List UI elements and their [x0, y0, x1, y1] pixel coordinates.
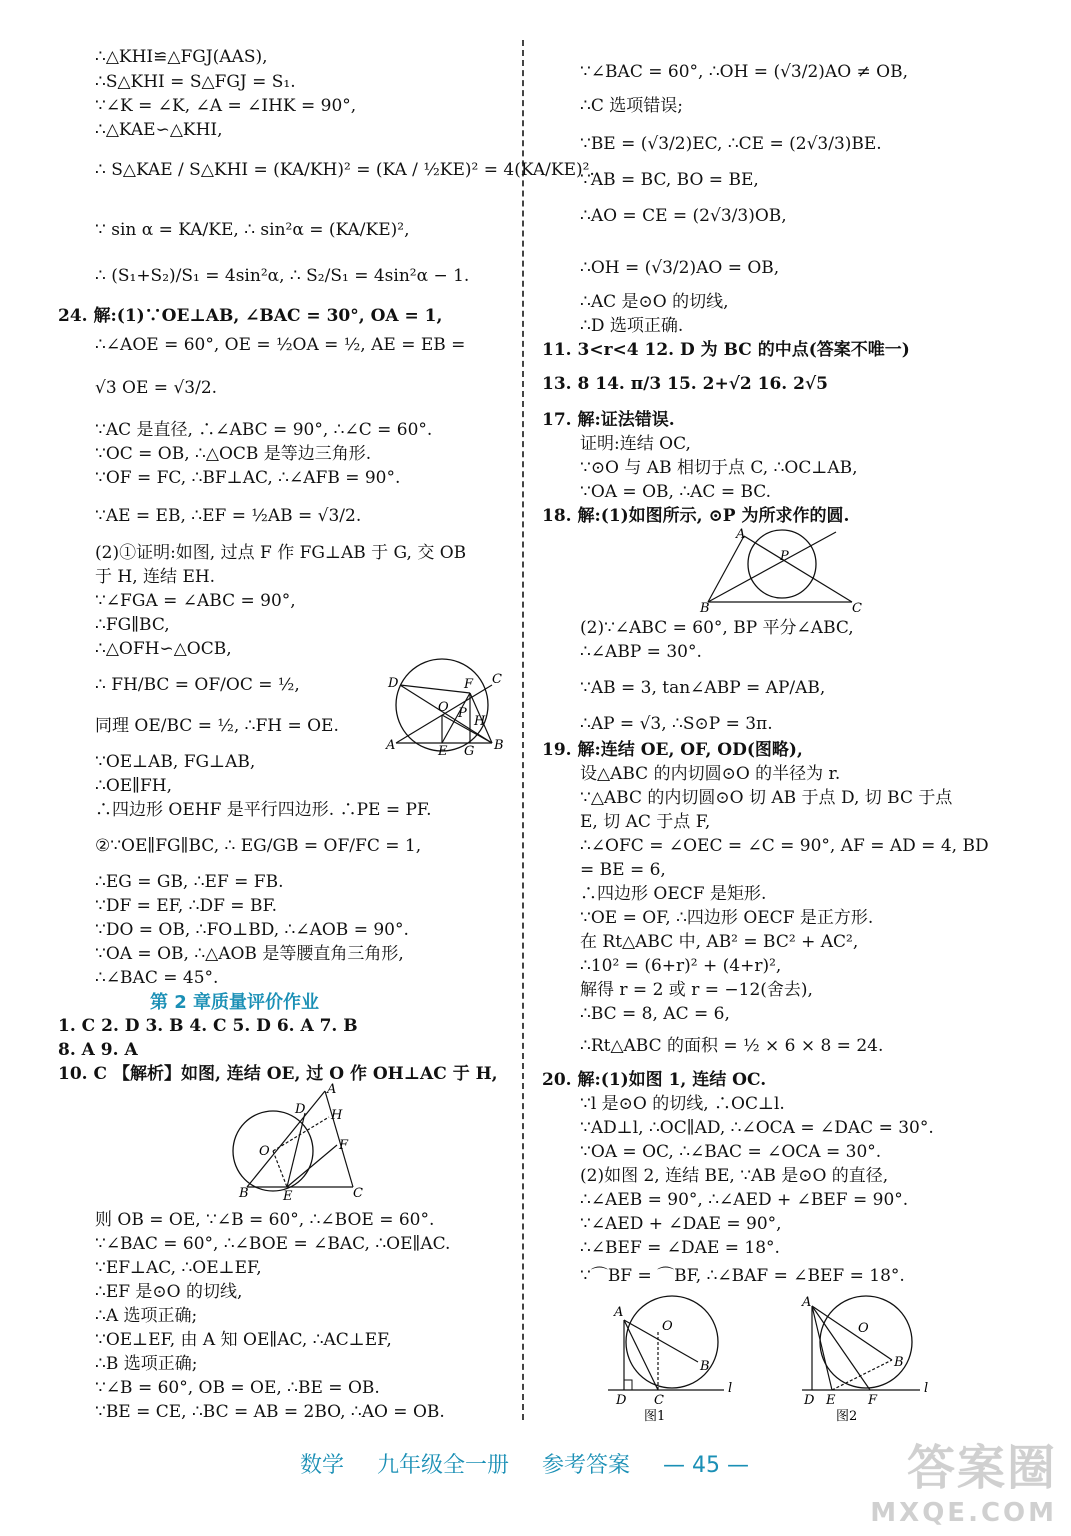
page-footer [300, 1448, 775, 1479]
text-line: ∴BC = 8, AC = 6, [580, 1004, 730, 1024]
svg-text:H: H [331, 1108, 343, 1123]
text-line: ∴∠BEF = ∠DAE = 18°. [580, 1238, 780, 1258]
text-line: E, 切 AC 于点 F, [580, 812, 711, 832]
text-line: 解得 r = 2 或 r = −12(舍去), [580, 980, 813, 1000]
text-line: ∴EF 是⊙O 的切线, [95, 1282, 243, 1302]
svg-text:A: A [327, 1083, 337, 1097]
watermark-url: MXQE.COM [870, 1498, 1057, 1528]
text-line: (2)∵∠ABC = 60°, BP 平分∠ABC, [580, 618, 854, 638]
text-line: ∵OA = OC, ∴∠BAC = ∠OCA = 30°. [580, 1142, 882, 1162]
svg-text:F: F [464, 677, 474, 692]
text-line: ∴FG∥BC, [95, 615, 170, 635]
text-line: ∴∠OFC = ∠OEC = ∠C = 90°, AF = AD = 4, BD [580, 836, 989, 856]
svg-text:D: D [616, 1393, 627, 1408]
svg-text:B: B [700, 601, 710, 614]
text-line: ∵OA = OB, ∴△AOB 是等腰直角三角形, [95, 944, 404, 964]
text-line: ∵∠BAC = 60°, ∴∠BOE = ∠BAC, ∴OE∥AC. [95, 1234, 451, 1254]
text-line: 则 OB = OE, ∵∠B = 60°, ∴∠BOE = 60°. [95, 1210, 435, 1230]
text-line: ∴ (S₁+S₂)/S₁ = 4sin²α, ∴ S₂/S₁ = 4sin²α − 1. [95, 266, 470, 286]
svg-text:B: B [494, 738, 504, 753]
text-line: ∵AC 是直径, ∴∠ABC = 90°, ∴∠C = 60°. [95, 420, 433, 440]
svg-text:E: E [283, 1189, 293, 1201]
problem-19: 19. 解:连结 OE, OF, OD(图略), [542, 740, 803, 760]
text-line: ∵OA = OB, ∴AC = BC. [580, 482, 772, 502]
svg-text:P: P [780, 549, 789, 564]
svg-text:E: E [438, 744, 448, 755]
text-line: ∵BE = (√3/2)EC, ∴CE = (2√3/3)BE. [580, 134, 882, 154]
svg-text:l: l [728, 1381, 733, 1396]
text-line: ∴A 选项正确; [95, 1306, 198, 1326]
svg-text:G: G [464, 744, 475, 755]
text-line: ∵∠B = 60°, OB = OE, ∴BE = OB. [95, 1378, 380, 1398]
svg-text:O: O [858, 1321, 869, 1336]
text-line: ∵AB = BC, BO = BE, [580, 170, 759, 190]
section-title: 第 2 章质量评价作业 [150, 992, 320, 1013]
text-line: ∵AB = 3, tan∠ABP = AP/AB, [580, 678, 826, 698]
text-line: ∵EF⊥AC, ∴OE⊥EF, [95, 1258, 262, 1278]
text-line: ∵ sin α = KA/KE, ∴ sin²α = (KA/KE)², [95, 220, 410, 240]
text-line: ∴EG = GB, ∴EF = FB. [95, 872, 284, 892]
svg-text:P: P [458, 706, 467, 721]
text-line: 证明:连结 OC, [580, 434, 691, 454]
text-line: ∵∠FGA = ∠ABC = 90°, [95, 591, 296, 611]
svg-text:H: H [474, 714, 486, 729]
text-line: ∵∠K = ∠K, ∠A = ∠IHK = 90°, [95, 96, 357, 116]
svg-text:E: E [826, 1393, 836, 1408]
text-line: ∵⌒BF = ⌒BF, ∴∠BAF = ∠BEF = 18°. [580, 1266, 905, 1286]
text-line: 同理 OE/BC = ½, ∴FH = OE. [95, 716, 339, 736]
svg-text:O: O [662, 1319, 673, 1334]
svg-text:A: A [386, 738, 396, 753]
text-line: ∴∠AOE = 60°, OE = ½OA = ½, AE = EB = [95, 335, 466, 355]
fig1-label: 图1 [644, 1409, 666, 1424]
text-line: ∵∠AED + ∠DAE = 90°, [580, 1214, 782, 1234]
svg-text:D: D [388, 676, 399, 691]
text-line: ∴B 选项正确; [95, 1354, 198, 1374]
fig2-label: 图2 [836, 1409, 858, 1424]
text-line: ∵OE⊥EF, 由 A 知 OE∥AC, ∴AC⊥EF, [95, 1330, 392, 1350]
text-line: ∴D 选项正确. [580, 316, 684, 336]
text-line: 在 Rt△ABC 中, AB² = BC² + AC², [580, 932, 859, 952]
svg-text:C: C [492, 672, 502, 687]
text-line: ∵AD⊥l, ∴OC∥AD, ∴∠OCA = ∠DAC = 30°. [580, 1118, 934, 1138]
text-line: ∵∠BAC = 60°, ∴OH = (√3/2)AO ≠ OB, [580, 62, 909, 82]
text-line: 设△ABC 的内切圆⊙O 的半径为 r. [580, 764, 841, 784]
svg-text:D: D [295, 1102, 306, 1117]
text-line: = BE = 6, [580, 860, 666, 880]
svg-text:C: C [654, 1393, 664, 1408]
text-line: ∵OE⊥AB, FG⊥AB, [95, 752, 256, 772]
problem-20: 20. 解:(1)如图 1, 连结 OC. [542, 1070, 767, 1090]
text-line: ∴ FH/BC = OF/OC = ½, [95, 675, 300, 695]
footer-subject: 数学 [300, 1453, 345, 1478]
problem-24: 24. 解:(1)∵OE⊥AB, ∠BAC = 30°, OA = 1, [58, 306, 443, 326]
text-line: (2)如图 2, 连结 BE, ∵AB 是⊙O 的直径, [580, 1166, 889, 1186]
answers-11-12: 11. 3<r<4 12. D 为 BC 的中点(答案不唯一) [542, 340, 910, 360]
text-line: ∴OH = (√3/2)AO = OB, [580, 258, 780, 278]
text-line: √3 OE = √3/2. [95, 378, 218, 398]
text-line: 于 H, 连结 EH. [95, 567, 216, 587]
text-line: ∴10² = (6+r)² + (4+r)², [580, 956, 782, 976]
text-line: ∴Rt△ABC 的面积 = ½ × 6 × 8 = 24. [580, 1036, 884, 1056]
figure-20-1 [600, 1292, 740, 1424]
footer-kind: 参考答案 [542, 1453, 631, 1478]
text-line: ∴AC 是⊙O 的切线, [580, 292, 729, 312]
svg-text:O: O [438, 700, 449, 715]
svg-text:A: A [736, 528, 746, 542]
text-line: ∴四边形 OEHF 是平行四边形. ∴PE = PF. [95, 800, 432, 820]
text-line: ∵AE = EB, ∴EF = ½AB = √3/2. [95, 506, 362, 526]
answers-13-16: 13. 8 14. π/3 15. 2+√2 16. 2√5 [542, 374, 828, 394]
text-line: (2)①证明:如图, 过点 F 作 FG⊥AB 于 G, 交 OB [95, 543, 467, 563]
problem-18: 18. 解:(1)如图所示, ⊙P 为所求作的圆. [542, 506, 850, 526]
answers-line-2: 8. A 9. A [58, 1040, 138, 1060]
text-line: ∵⊙O 与 AB 相切于点 C, ∴OC⊥AB, [580, 458, 858, 478]
text-line: ∵l 是⊙O 的切线, ∴OC⊥l. [580, 1094, 785, 1114]
text-line: ∴△KAE∽△KHI, [95, 120, 223, 140]
svg-text:C: C [852, 601, 862, 614]
svg-text:A: A [802, 1295, 812, 1310]
text-line: ∴S△KHI = S△FGJ = S₁. [95, 72, 296, 92]
figure-18-circle [698, 528, 878, 614]
footer-page-number: — 45 — [663, 1453, 750, 1478]
figure-20-2 [796, 1292, 941, 1424]
svg-text:C: C [353, 1186, 363, 1201]
text-line: ∵△ABC 的内切圆⊙O 切 AB 于点 D, 切 BC 于点 [580, 788, 953, 808]
text-line: ∴△KHI≌△FGJ(AAS), [95, 47, 268, 67]
watermark-text: 答案圈 [906, 1440, 1057, 1496]
text-line: ②∵OE∥FG∥BC, ∴ EG/GB = OF/FC = 1, [95, 836, 422, 856]
figure-10-triangle [225, 1083, 365, 1201]
svg-text:F: F [339, 1138, 349, 1153]
answers-line-1: 1. C 2. D 3. B 4. C 5. D 6. A 7. B [58, 1016, 358, 1036]
text-line: ∴四边形 OECF 是矩形. [580, 884, 767, 904]
footer-grade: 九年级全一册 [377, 1453, 510, 1478]
svg-text:O: O [259, 1144, 270, 1159]
text-line: ∵DF = EF, ∴DF = BF. [95, 896, 277, 916]
text-line: ∴AP = √3, ∴S⊙P = 3π. [580, 714, 773, 734]
text-line: ∴∠ABP = 30°. [580, 642, 702, 662]
text-line: ∴∠AEB = 90°, ∴∠AED + ∠BEF = 90°. [580, 1190, 909, 1210]
svg-text:B: B [894, 1355, 904, 1370]
svg-text:l: l [924, 1381, 929, 1396]
svg-text:F: F [868, 1393, 878, 1408]
text-line: ∴ S△KAE / S△KHI = (KA/KH)² = (KA / ½KE)² = 4(KA/KE)². [95, 160, 595, 180]
text-line: ∴AO = CE = (2√3/3)OB, [580, 206, 787, 226]
text-line: ∴C 选项错误; [580, 96, 683, 116]
text-line: ∵OE = OF, ∴四边形 OECF 是正方形. [580, 908, 874, 928]
svg-text:B: B [700, 1359, 710, 1374]
problem-10: 10. C 【解析】如图, 连结 OE, 过 O 作 OH⊥AC 于 H, [58, 1064, 498, 1084]
figure-24-circle [380, 655, 510, 755]
column-divider [522, 40, 524, 1420]
svg-text:A: A [614, 1305, 624, 1320]
problem-17: 17. 解:证法错误. [542, 410, 675, 430]
text-line: ∵OC = OB, ∴△OCB 是等边三角形. [95, 444, 372, 464]
text-line: ∴∠BAC = 45°. [95, 968, 219, 988]
watermark [870, 1429, 1057, 1528]
text-line: ∴OE∥FH, [95, 776, 173, 796]
text-line: ∵DO = OB, ∴FO⊥BD, ∴∠AOB = 90°. [95, 920, 409, 940]
text-line: ∵BE = CE, ∴BC = AB = 2BO, ∴AO = OB. [95, 1402, 445, 1422]
svg-text:B: B [239, 1186, 249, 1201]
text-line: ∴△OFH∽△OCB, [95, 639, 232, 659]
text-line: ∵OF = FC, ∴BF⊥AC, ∴∠AFB = 90°. [95, 468, 401, 488]
svg-text:D: D [804, 1393, 815, 1408]
